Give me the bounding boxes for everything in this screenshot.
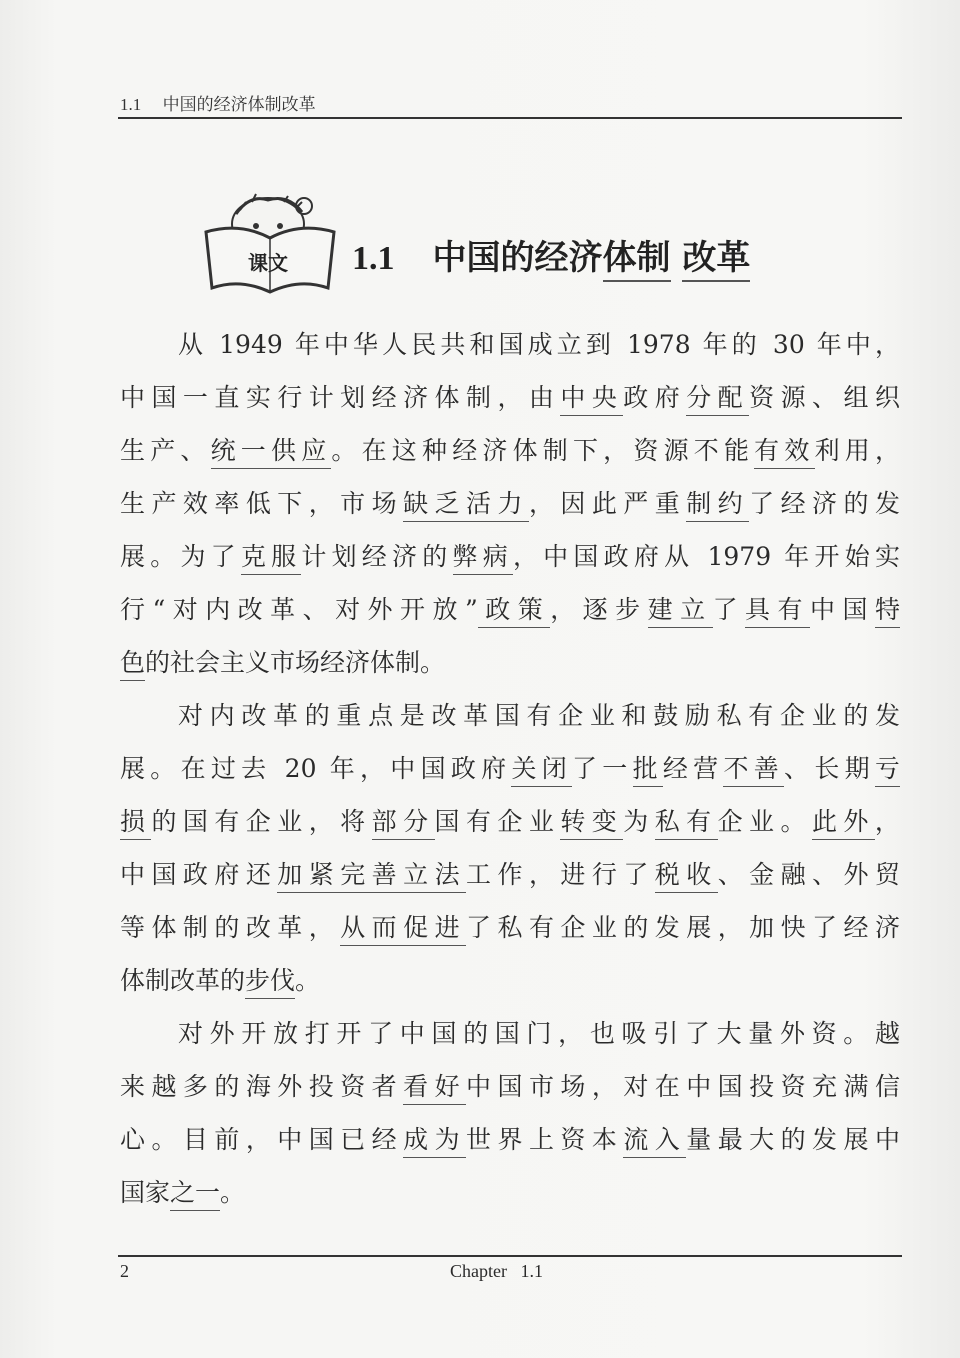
text-segment: 对外开放打开了中国的国门，也吸引了大量外资。越 bbox=[178, 1019, 900, 1048]
running-header bbox=[120, 90, 316, 115]
vocab-word-underlined: 成为 bbox=[403, 1125, 466, 1158]
text-segment: 经营 bbox=[662, 754, 724, 783]
vocab-word-underlined: 供应 bbox=[271, 436, 331, 469]
text-segment: 对内改革的重点是改革国有企业和鼓励私有企业的发 bbox=[178, 701, 900, 730]
text-segment: 生产、 bbox=[120, 436, 211, 465]
page-title bbox=[352, 230, 750, 279]
vocab-word-underlined: 中央 bbox=[560, 383, 623, 416]
vocab-word-underlined: 立法 bbox=[403, 860, 466, 893]
text-line bbox=[120, 1067, 900, 1120]
text-segment: 。 bbox=[295, 966, 321, 995]
vocab-word-underlined: 不善 bbox=[723, 754, 784, 787]
page-number: 2 bbox=[120, 1261, 129, 1281]
vocab-word-underlined: 有效 bbox=[754, 436, 814, 469]
text-segment: 、长期 bbox=[784, 754, 875, 783]
title-text: 中国的经济 bbox=[432, 238, 603, 278]
vocab-word-underlined: 具有 bbox=[745, 595, 810, 628]
text-line bbox=[120, 1173, 900, 1226]
title-number: 1.1 bbox=[352, 240, 395, 277]
text-segment: 。在这种经济体制下，资源不能 bbox=[331, 436, 755, 465]
text-line bbox=[120, 802, 900, 855]
text-segment: 了 bbox=[712, 595, 746, 624]
text-line bbox=[120, 908, 900, 961]
text-segment: 量最大的发展中 bbox=[686, 1125, 900, 1154]
text-segment: 了经济的发 bbox=[749, 489, 900, 518]
text-segment: 等体制的改革， bbox=[120, 913, 341, 942]
text-segment: ，逐步 bbox=[550, 595, 648, 624]
text-segment: 利用， bbox=[814, 436, 900, 465]
text-segment: 计划经济的 bbox=[301, 542, 453, 571]
text-segment: 来越多的海外投资者 bbox=[120, 1072, 404, 1101]
text-segment: 资源、组织 bbox=[749, 383, 900, 412]
text-segment: 的国有企业，将 bbox=[151, 807, 372, 836]
vocab-word-underlined: 损 bbox=[120, 807, 151, 840]
title-vocab-underlined: 改革 bbox=[682, 238, 750, 282]
footer-chapter bbox=[450, 1261, 543, 1282]
vocab-word-underlined: 政策 bbox=[478, 595, 550, 628]
text-segment: 国有企业 bbox=[434, 807, 561, 836]
text-segment: 。 bbox=[220, 1178, 246, 1207]
text-segment: 行“对内改革、对外开放” bbox=[120, 595, 478, 624]
text-segment: 了私有企业的发展，加快了经济 bbox=[466, 913, 900, 942]
text-line bbox=[120, 749, 900, 802]
chapter-label: Chapter bbox=[450, 1261, 507, 1281]
text-segment: 了一 bbox=[572, 754, 633, 783]
vocab-word-underlined: 此外 bbox=[812, 807, 875, 840]
vocab-word-underlined: 分配 bbox=[686, 383, 749, 416]
vocab-word-underlined: 活力 bbox=[466, 489, 529, 522]
text-segment: 工作，进行了 bbox=[466, 860, 655, 889]
header-section-number: 1.1 bbox=[120, 95, 142, 114]
title-vocab-underlined: 体制 bbox=[603, 238, 671, 282]
text-line bbox=[120, 643, 900, 696]
vocab-word-underlined: 私有 bbox=[655, 807, 718, 840]
paragraph bbox=[120, 325, 900, 696]
text-segment: ，因此严重 bbox=[528, 489, 687, 518]
text-segment: 世界上资本 bbox=[466, 1125, 624, 1154]
reading-child-icon bbox=[200, 192, 340, 297]
vocab-word-underlined: 流入 bbox=[623, 1125, 686, 1158]
vocab-word-underlined: 步伐 bbox=[245, 966, 295, 999]
text-segment: 展。为了 bbox=[120, 542, 241, 571]
text-segment: 国家 bbox=[120, 1178, 171, 1207]
text-segment: 中国政府还 bbox=[120, 860, 278, 889]
vocab-word-underlined: 统一 bbox=[211, 436, 271, 469]
footer-rule bbox=[118, 1255, 902, 1257]
text-line bbox=[120, 855, 900, 908]
vocab-word-underlined: 之一 bbox=[170, 1178, 220, 1211]
title-text bbox=[671, 238, 683, 278]
text-segment: 的社会主义市场经济体制。 bbox=[145, 648, 446, 677]
text-segment: 生产效率低下，市场 bbox=[120, 489, 404, 518]
vocab-word-underlined: 克服 bbox=[241, 542, 301, 575]
vocab-word-underlined: 色 bbox=[120, 648, 145, 681]
vocab-word-underlined: 税收 bbox=[655, 860, 718, 893]
vocab-word-underlined: 看好 bbox=[403, 1072, 466, 1105]
text-line bbox=[120, 431, 900, 484]
text-line bbox=[120, 325, 900, 378]
text-segment: 、金融、外贸 bbox=[717, 860, 900, 889]
text-segment: 中国一直实行计划经济体制，由 bbox=[120, 383, 561, 412]
vocab-word-underlined: 特 bbox=[875, 595, 900, 628]
vocab-word-underlined: 部分 bbox=[372, 807, 435, 840]
text-segment: 企业。 bbox=[717, 807, 812, 836]
text-segment: 为 bbox=[623, 807, 655, 836]
vocab-word-underlined: 完善 bbox=[340, 860, 403, 893]
text-segment: ，中国政府从 1979 年开始实 bbox=[512, 542, 900, 571]
lesson-title-block bbox=[200, 192, 840, 302]
vocab-word-underlined: 制约 bbox=[686, 489, 749, 522]
text-segment: 心。目前，中国已经 bbox=[120, 1125, 404, 1154]
vocab-word-underlined: 建立 bbox=[648, 595, 713, 628]
text-line bbox=[120, 537, 900, 590]
text-segment: 从 1949 年中华人民共和国成立到 1978 年的 30 年中， bbox=[178, 330, 900, 359]
text-line bbox=[120, 378, 900, 431]
vocab-word-underlined: 批 bbox=[633, 754, 663, 787]
text-line bbox=[120, 590, 900, 643]
text-segment: ， bbox=[874, 807, 900, 836]
vocab-word-underlined: 加紧 bbox=[277, 860, 340, 893]
header-section-title: 中国的经济体制改革 bbox=[162, 95, 316, 115]
vocab-word-underlined: 弊病 bbox=[453, 542, 513, 575]
paragraph bbox=[120, 696, 900, 1014]
text-line bbox=[120, 961, 900, 1014]
vocab-word-underlined: 亏 bbox=[875, 754, 900, 787]
vocab-word-underlined: 缺乏 bbox=[403, 489, 466, 522]
text-line bbox=[120, 1014, 900, 1067]
text-segment: 政府 bbox=[623, 383, 687, 412]
lesson-badge-label: 课文 bbox=[248, 251, 288, 275]
vocab-word-underlined: 关闭 bbox=[511, 754, 572, 787]
text-segment: 体制改革的 bbox=[120, 966, 246, 995]
text-line bbox=[120, 1120, 900, 1173]
vocab-word-underlined: 促进 bbox=[403, 913, 466, 946]
text-segment: 中国市场，对在中国投资充满信 bbox=[466, 1072, 900, 1101]
text-line bbox=[120, 484, 900, 537]
chapter-number: 1.1 bbox=[520, 1261, 543, 1281]
text-segment: 中国 bbox=[810, 595, 875, 624]
vocab-word-underlined: 转变 bbox=[560, 807, 623, 840]
text-segment: 展。在过去 20 年，中国政府 bbox=[120, 754, 512, 783]
vocab-word-underlined: 从而 bbox=[340, 913, 403, 946]
lesson-text bbox=[120, 325, 900, 1226]
text-line bbox=[120, 696, 900, 749]
paragraph bbox=[120, 1014, 900, 1226]
header-rule bbox=[118, 117, 902, 119]
